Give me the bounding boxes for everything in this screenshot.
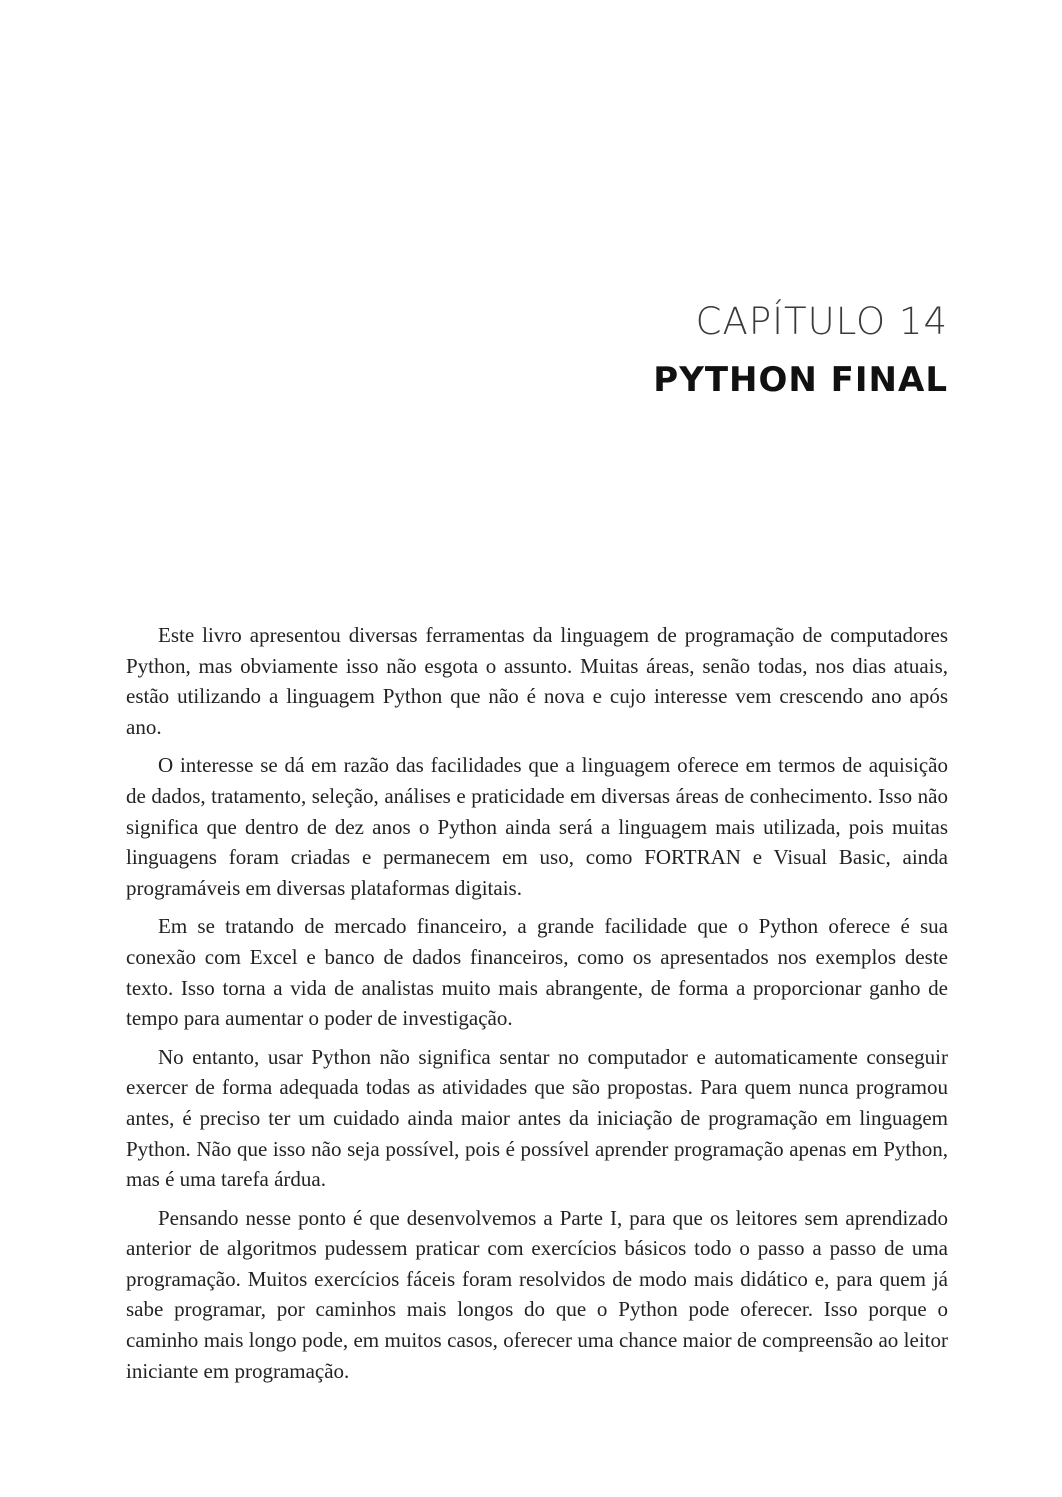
chapter-title: PYTHON FINAL <box>653 360 948 400</box>
paragraph: Este livro apresentou diversas ferramentas da linguagem de programação de computadores Python, mas obviamente isso não esgota o assunto. Muitas áreas, senão todas, nos dias atuais, estão utilizando a linguagem Python que não é nova e cujo interesse vem crescendo ano após ano. <box>126 623 948 739</box>
paragraph: Pensando nesse ponto é que desenvolvemos a Parte I, para que os leitores sem aprendizado anterior de algoritmos pudessem praticar com exercícios básicos todo o passo a passo de uma programação. Muitos exercícios fáceis foram resolvidos de modo mais didático e, para quem já sabe programar, por caminhos mais longos do que o Python pode oferecer. Isso porque o caminho mais longo pode, em muitos casos, oferecer uma chance maior de compreensão ao leitor iniciante em programação. <box>126 1205 948 1383</box>
chapter-body <box>126 620 948 1394</box>
paragraph: No entanto, usar Python não significa sentar no computador e automaticamente conseguir exercer de forma adequada todas as atividades que são propostas. Para quem nunca programou antes, é preciso ter um cuidado ainda maior antes da iniciação de programação em linguagem Python. Não que isso não seja possível, pois é possível aprender programação apenas em Python, mas é uma tarefa árdua. <box>126 1044 948 1192</box>
paragraph: O interesse se dá em razão das facilidades que a linguagem oferece em termos de aquisição de dados, tratamento, seleção, análises e praticidade em diversas áreas de conhecimento. Isso não significa que dentro de dez anos o Python ainda será a linguagem mais utilizada, pois muitas linguagens foram criadas e permanecem em uso, como FORTRAN e Visual Basic, ainda programáveis em diversas plataformas digitais. <box>126 753 948 900</box>
paragraph: Em se tratando de mercado financeiro, a grande facilidade que o Python oferece é sua conexão com Excel e banco de dados financeiros, como os apresentados nos exemplos deste texto. Isso torna a vida de analistas muito mais abrangente, de forma a proporcionar ganho de tempo para aumentar o poder de investigação. <box>126 914 948 1031</box>
chapter-number: CAPÍTULO 14 <box>695 300 948 343</box>
